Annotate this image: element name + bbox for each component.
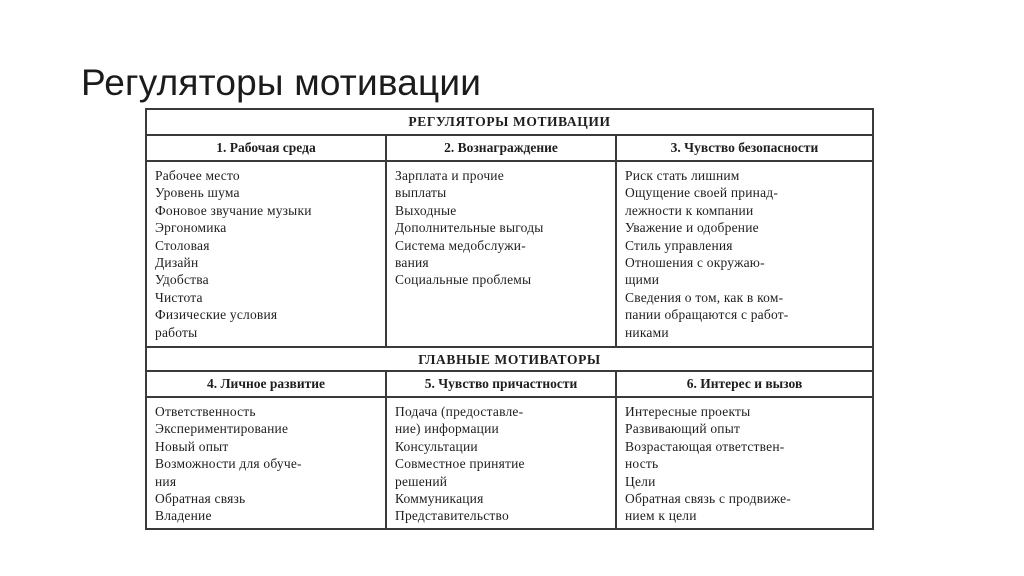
- list-item: Уважение и одобрение: [625, 220, 759, 236]
- header-row-motivators: [147, 372, 872, 398]
- motivation-table: [145, 108, 874, 530]
- list-item: ность: [625, 456, 659, 472]
- list-item: Отношения с окружаю-: [625, 255, 765, 271]
- column-header-reward: 2. Вознаграждение: [387, 136, 617, 160]
- list-item: Физические условия: [155, 307, 278, 323]
- list-item: Обратная связь с продвиже-: [625, 491, 791, 507]
- list-item: Чистота: [155, 289, 203, 305]
- list-item: Интересные проекты: [625, 404, 751, 419]
- list-item: Риск стать лишним: [625, 168, 740, 183]
- list-item: Фоновое звучание музыки: [155, 202, 312, 218]
- list-item: Совместное принятие: [395, 456, 525, 472]
- list-item: Выходные: [395, 202, 457, 218]
- list-item: Дополнительные выгоды: [395, 220, 544, 236]
- column-header-security: 3. Чувство безопасности: [670, 140, 819, 155]
- list-item: Система медобслужи-: [395, 237, 526, 253]
- cell-belonging: [387, 398, 617, 528]
- list-item: Эргономика: [155, 220, 227, 236]
- list-item: ния: [155, 473, 177, 489]
- column-header-work-environment: 1. Рабочая среда: [147, 136, 387, 160]
- list-item: Дизайн: [155, 255, 199, 271]
- list-item: нием к цели: [625, 508, 697, 524]
- list-item: Уровень шума: [155, 185, 240, 201]
- list-item: работы: [155, 324, 198, 340]
- list-item: Социальные проблемы: [395, 272, 532, 288]
- list-item: решений: [395, 473, 448, 489]
- list-item: Обратная связь: [155, 491, 246, 507]
- table-header-regulators: РЕГУЛЯТОРЫ МОТИВАЦИИ: [147, 110, 872, 136]
- cell-interest-challenge: [617, 398, 872, 528]
- body-row-motivators: [147, 398, 872, 528]
- list-item: никами: [625, 324, 669, 340]
- list-item: Стиль управления: [625, 237, 733, 253]
- cell-reward: [387, 162, 617, 346]
- column-header-interest-challenge: 6. Интерес и вызов: [686, 376, 803, 391]
- list-item: Консультации: [395, 438, 478, 454]
- list-item: ние) информации: [395, 421, 499, 437]
- list-item: Удобства: [155, 272, 209, 288]
- list-item: вания: [395, 255, 429, 271]
- list-item: Ощущение своей принад-: [625, 185, 779, 201]
- list-item: Коммуникация: [395, 491, 484, 507]
- list-item: Владение: [155, 508, 212, 524]
- list-item: Подача (предоставле-: [395, 404, 524, 419]
- list-item: пании обращаются с работ-: [625, 307, 789, 323]
- list-item: Ответственность: [155, 404, 256, 419]
- list-item: лежности к компании: [625, 202, 754, 218]
- list-item: выплаты: [395, 185, 447, 201]
- slide-title: Регуляторы мотивации: [81, 62, 482, 103]
- column-header-personal-growth: 4. Личное развитие: [147, 372, 387, 396]
- column-header-belonging: 5. Чувство причастности: [387, 372, 617, 396]
- body-row-regulators: [147, 162, 872, 346]
- list-item: Возможности для обуче-: [155, 456, 302, 472]
- list-item: Развивающий опыт: [625, 421, 741, 437]
- list-item: Сведения о том, как в ком-: [625, 289, 784, 305]
- cell-personal-growth: [147, 398, 387, 528]
- list-item: Новый опыт: [155, 438, 229, 454]
- list-item: Возрастающая ответствен-: [625, 438, 785, 454]
- table-header-main-motivators: ГЛАВНЫЕ МОТИВАТОРЫ: [147, 346, 872, 372]
- list-item: Столовая: [155, 237, 210, 253]
- list-item: Представительство: [395, 508, 509, 524]
- list-item: Цели: [625, 473, 656, 489]
- list-item: щими: [625, 272, 660, 288]
- header-row-regulators: [147, 136, 872, 162]
- cell-work-environment: [147, 162, 387, 346]
- list-item: Экспериментирование: [155, 421, 289, 437]
- list-item: Зарплата и прочие: [395, 168, 504, 183]
- list-item: Рабочее место: [155, 168, 240, 183]
- cell-security: [617, 162, 872, 346]
